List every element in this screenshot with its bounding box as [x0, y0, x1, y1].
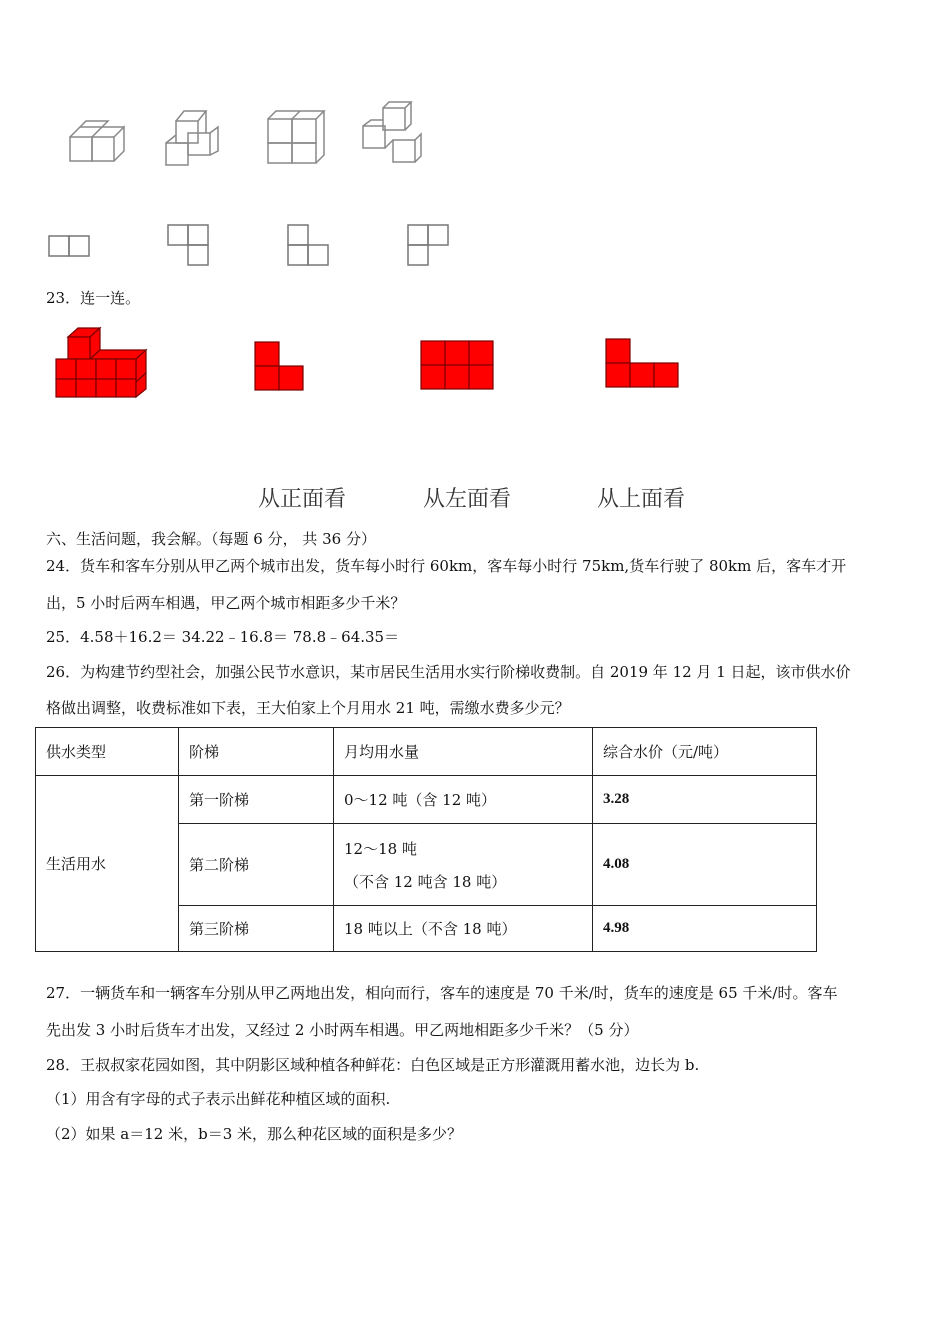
header-monthly-usage: 月均用水量 — [334, 728, 593, 776]
q24-line-1: 24．货车和客车分别从甲乙两个城市出发，货车每小时行 60km，客车每小时行 75km,货车行驶了 80km 后，客车才开 — [46, 557, 847, 575]
q28-line-1: 28．王叔叔家花园如图，其中阴影区域种植各种鲜花：白色区域是正方形灌溉用蓄水池，边长为 b. — [46, 1056, 700, 1074]
red-cube-solid — [52, 325, 152, 400]
section-6-heading: 六、生活问题，我会解。（每题 6 分， 共 36 分） — [46, 530, 376, 548]
view-label-left: 从左面看 — [423, 487, 512, 512]
cell-price-3: 4.98 — [593, 906, 817, 952]
cell-usage-2-line-1: 12～18 吨 — [344, 839, 417, 858]
view-l-shape-a — [167, 224, 211, 268]
view-l-shape-b — [287, 224, 331, 268]
header-supply-type: 供水类型 — [36, 728, 179, 776]
red-view-l-shape — [254, 341, 306, 393]
cell-usage-2-line-2: （不含 12 吨含 18 吨） — [344, 872, 507, 891]
cell-tier-1: 第一阶梯 — [179, 776, 334, 824]
cell-tier-3: 第三阶梯 — [179, 906, 334, 952]
q26-line-2: 格做出调整，收费标准如下表，王大伯家上个月用水 21 吨，需缴水费多少元？ — [46, 699, 570, 717]
cube-solid-d — [355, 98, 430, 168]
red-view-long-l — [605, 338, 681, 390]
cell-usage-3: 18 吨以上（不含 18 吨） — [334, 906, 593, 952]
cell-price-2: 4.08 — [593, 824, 817, 906]
cube-solid-a — [60, 115, 130, 170]
q23-title: 23．连一连。 — [46, 289, 141, 307]
cube-solid-c — [260, 105, 330, 170]
view-two-squares — [48, 235, 92, 257]
q27-line-2: 先出发 3 小时后货车才出发，又经过 2 小时两车相遇。甲乙两地相距多少千米？（5 分） — [46, 1021, 639, 1039]
cell-price-1: 3.28 — [593, 776, 817, 824]
view-label-front: 从正面看 — [258, 487, 347, 512]
q26-line-1: 26．为构建节约型社会，加强公民节水意识，某市居民生活用水实行阶梯收费制。自 2019 年 12 月 1 日起，该市供水价 — [46, 663, 851, 681]
water-fee-table — [35, 727, 817, 952]
cell-supply-type: 生活用水 — [36, 776, 179, 952]
cell-tier-2: 第二阶梯 — [179, 824, 334, 906]
q24-line-2: 出，5 小时后两车相遇，甲乙两个城市相距多少千米？ — [46, 594, 406, 612]
q28-line-2: （1）用含有字母的式子表示出鲜花种植区域的面积. — [46, 1090, 391, 1108]
cube-solid-b — [160, 105, 230, 170]
header-tier: 阶梯 — [179, 728, 334, 776]
q25-text: 25．4.58＋16.2＝ 34.22﹣16.8＝ 78.8﹣64.35＝ — [46, 628, 400, 646]
q28-line-3: （2）如果 a＝12 米，b＝3 米，那么种花区域的面积是多少？ — [46, 1125, 463, 1143]
red-view-rectangle — [420, 340, 495, 392]
cell-usage-1: 0～12 吨（含 12 吨） — [334, 776, 593, 824]
cell-usage-2 — [334, 824, 593, 906]
q27-line-1: 27．一辆货车和一辆客车分别从甲乙两地出发，相向而行，客车的速度是 70 千米/时，货车的速度是 65 千米/时。客车 — [46, 984, 838, 1002]
header-price: 综合水价（元/吨） — [593, 728, 817, 776]
view-label-top: 从上面看 — [597, 487, 686, 512]
view-l-shape-c — [407, 224, 451, 268]
